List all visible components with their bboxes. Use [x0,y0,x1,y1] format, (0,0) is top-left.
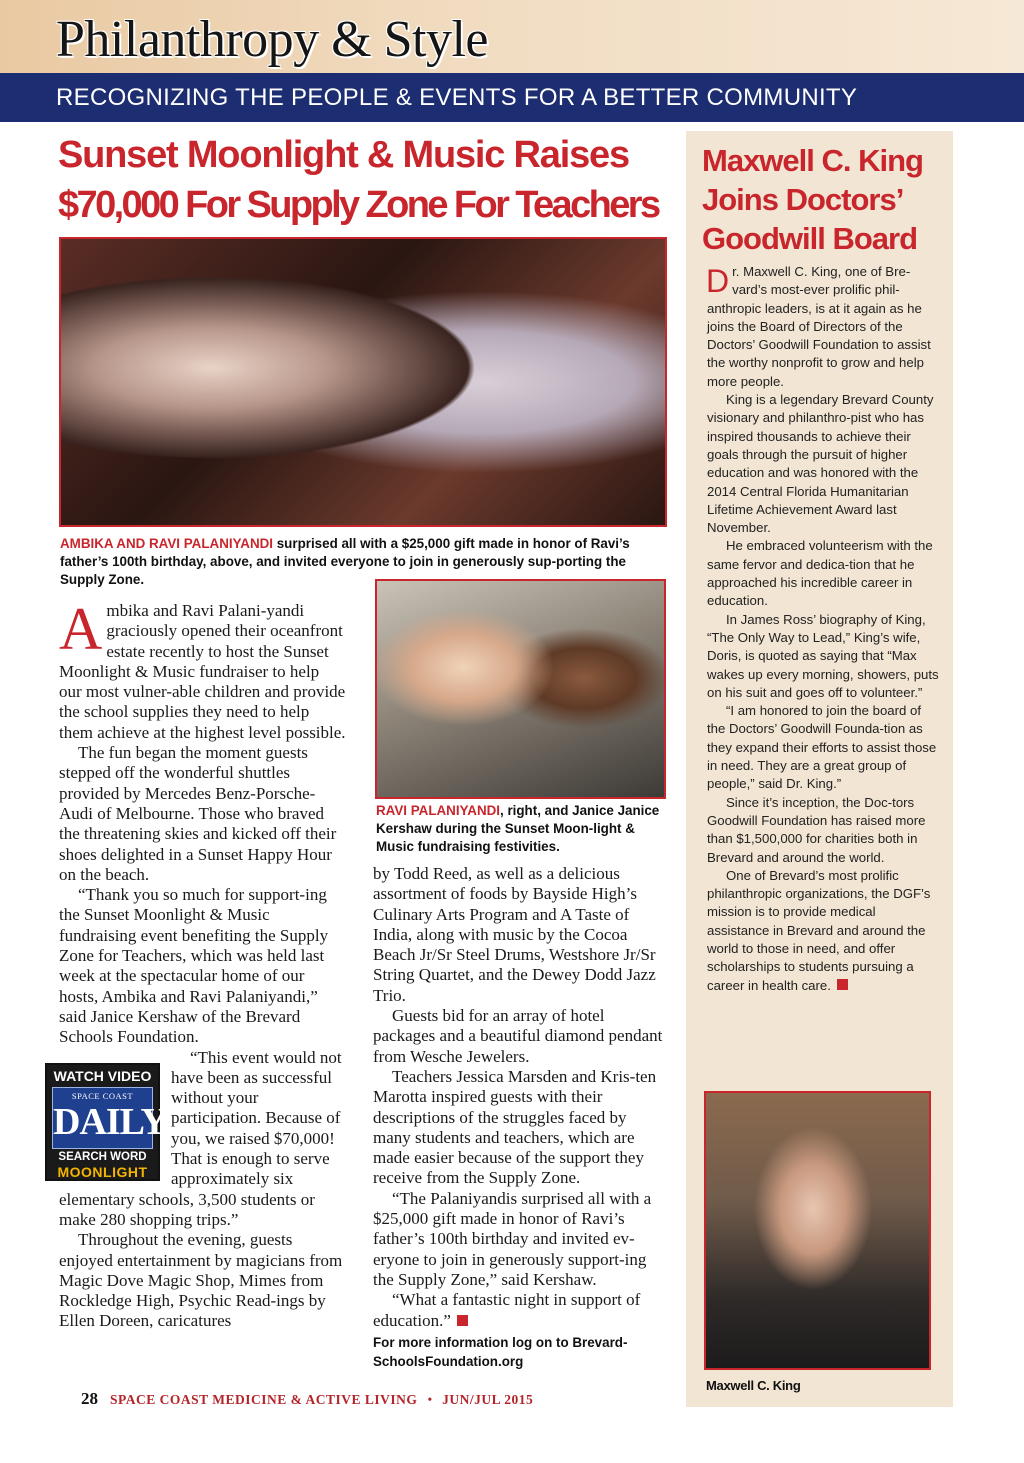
event-photo-main [59,237,667,527]
page-number: 28 [81,1389,98,1408]
article-paragraph: Teachers Jessica Marsden and Kris-ten Marotta inspired guests with their descriptions of the struggles faced by many students and teachers, which are made easier because of the support they receive from the Supply Zone. [373,1066,657,1188]
page-folio [81,1389,533,1409]
article-paragraph: “Thank you so much for support-ing the Sunset Moonlight & Music fundraising event benefiting the Supply Zone for Teachers, which was held last week at the spectacular home of our hosts, Ambika and Ravi Palaniyandi,” said Janice Kershaw of the Brevard Schools Foundation. [59,885,329,1047]
end-mark-icon [837,979,848,990]
watch-video-badge[interactable] [45,1063,167,1181]
sidebar-paragraph: He embraced volunteerism with the same fervor and dedica-tion that he approached his incredible career in education. [707,538,933,609]
article-paragraph: by Todd Reed, as well as a delicious assortment of foods by Bayside High’s Culinary Arts Program and A Taste of India, along with music by the Cocoa Beach Jr/Sr Steel Drums, Westshore Jr/Sr String Quartet, and the Dewey Dodd Jazz Trio. [373,864,656,1005]
sidebar-paragraph: In James Ross’ biography of King, “The Only Way to Lead,” King’s wife, Doris, is quoted as saying that “Max wakes up every morning, showers, puts on his suit and goes off to volunteer.” [707,611,939,700]
sidebar-paragraph: Dr. Maxwell C. King, one of Bre-vard’s most-ever prolific phil-anthropic leaders, is at it again as he joins the Board of Directors of the Doctors’ Goodwill Foundation to assist the worthy nonprofit to grow and help more people. [706,263,931,389]
more-info-link[interactable]: For more information log on to Brevard-SchoolsFoundation.org [373,1334,628,1369]
article-paragraph: “This event would not have been as successful without your participation. Because of you, we raised $70,000! That is enough to serve approximately six elementary schools, 3,500 students or make 280 shopping trips.” [59,1048,346,1231]
article-paragraph: Guests bid for an array of hotel packages and a beautiful diamond pendant from Wesche Jewelers. [373,1006,663,1066]
section-title: Philanthropy & Style [56,11,488,68]
daily-logo-big: DAILY [53,1101,167,1143]
sidebar-body [707,263,940,995]
article-paragraph: Throughout the evening, guests enjoyed entertainment by magicians from Magic Dove Magic Shop, Mimes from Rockledge High, Psychic Read-ings by Ellen Doreen, caricatures [59,1230,343,1331]
caption-names: AMBIKA AND RAVI PALANIYANDI [60,536,274,551]
portrait-caption: Maxwell C. King [706,1378,801,1393]
search-word-label: SEARCH WORD [58,1151,147,1163]
article-column-2 [373,864,668,1371]
headline-line-2: $70,000 For Supply Zone For Teachers [58,184,659,226]
drop-cap: A [59,596,103,662]
article-column-1 [59,596,346,1381]
caption-text: surprised all with a $25,000 gift made in honor of Ravi’s father’s 100th birthday, above, and invited everyone to join in generously sup-porting the Supply Zone. [60,536,630,587]
article-paragraph: “What a fantastic night in support of education.” [373,1290,641,1330]
event-photo-secondary [375,579,666,799]
article-headline [58,130,678,230]
folio-separator: • [427,1392,433,1407]
masthead-band [0,0,1024,73]
article-paragraph: “The Palaniyandis surprised all with a $25,000 gift made in honor of Ravi’s father’s 100th birthday and invited ev-eryone to join in generously support-ing the Supply Zone,” said Kershaw. [373,1188,652,1289]
sidebar-paragraph: Since it’s inception, the Doc-tors Goodwill Foundation has raised more than $1,500,000 for charities both in Brevard and around the world. [707,794,926,865]
portrait-photo [704,1091,931,1370]
issue-date: JUN/JUL 2015 [442,1392,534,1407]
sidebar-headline: Maxwell C. King Joins Doctors’ Goodwill Board [702,143,923,256]
daily-logo [52,1087,167,1149]
sidebar-drop-cap: D [706,263,730,299]
sidebar-paragraph: “I am honored to join the board of the Doctors’ Goodwill Founda-tion as they expand their efforts to assist those in need. They are a great group of people,” said Dr. King.” [707,703,937,792]
article-paragraph: The fun began the moment guests stepped off the wonderful shuttles provided by Mercedes Benz-Porsche-Audi of Melbourne. Those who braved the threatening skies and kicked off their shoes delighted in a Sunset Happy Hour on the beach. [59,743,337,884]
sidebar-paragraph: One of Brevard’s most prolific philanthropic organizations, the DGF’s mission is to provide medical assistance in Brevard and around the world to those in need, and offer scholarships to students pursuing a career in health care. [707,867,931,993]
publication-name: SPACE COAST MEDICINE & ACTIVE LIVING [110,1392,418,1407]
photo-caption-secondary [376,802,668,856]
section-subtitle: RECOGNIZING THE PEOPLE & EVENTS FOR A BETTER COMMUNITY [56,84,858,111]
daily-logo-small: SPACE COAST [71,1091,134,1101]
subtitle-band [0,73,1024,122]
caption-names: RAVI PALANIYANDI [376,803,500,818]
search-word: MOONLIGHT [57,1164,148,1180]
watch-video-label: WATCH VIDEO [53,1068,152,1084]
article-paragraph: Ambika and Ravi Palani-yandi graciously opened their oceanfront estate recently to host the Sunset Moonlight & Music fundraiser to help our most vulner-able children and provide the school supplies they need to help them achieve at the highest level possible. [59,596,346,742]
headline-line-1: Sunset Moonlight & Music Raises [58,134,629,176]
end-mark-icon [457,1315,468,1326]
sidebar-paragraph: King is a legendary Brevard County visionary and philanthro-pist who has inspired thousands to achieve their goals through the pursuit of higher education and was honored with the 2014 Central Florida Humanitarian Lifetime Achievement Award last November. [707,392,934,536]
caption-text: , right, and Janice Janice Kershaw during the Sunset Moon-light & Music fundraising festivities. [376,803,660,854]
